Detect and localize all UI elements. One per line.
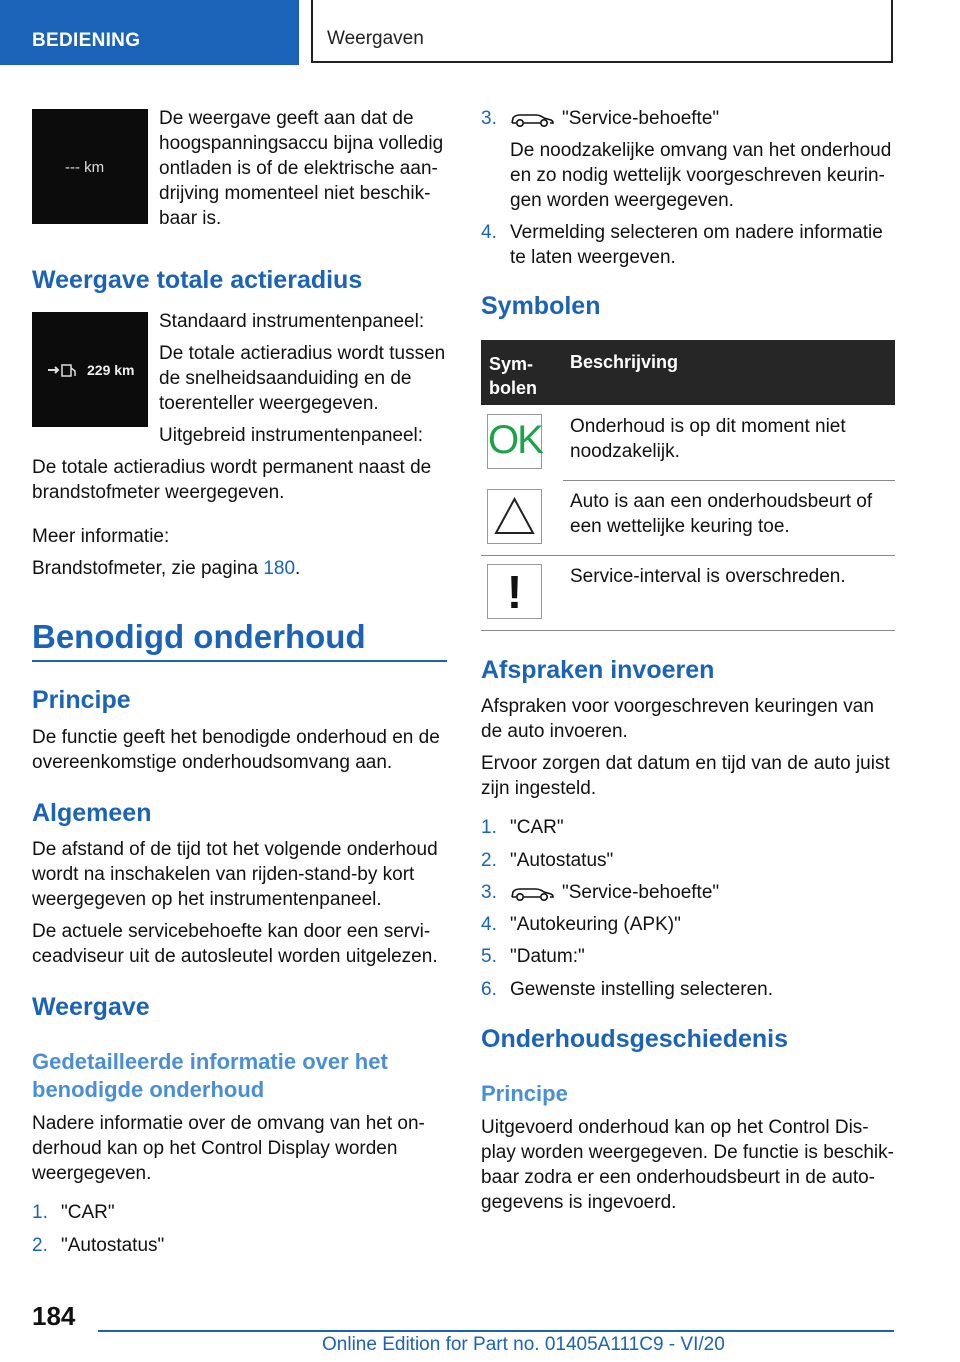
step-text: "Autokeuring (APK)"	[510, 914, 681, 935]
text-line: een wettelijke keuring toe.	[570, 516, 790, 537]
text-line: Auto is aan een onderhoudsbeurt of	[570, 491, 873, 512]
text-line: De noodzakelijke omvang van het onderhoud	[510, 140, 892, 161]
text-line: hoogspanningsaccu bijna volledig	[159, 133, 444, 154]
chapter-label: Weergaven	[327, 28, 424, 49]
section-label: BEDIENING	[32, 30, 141, 51]
step-text	[510, 880, 719, 905]
total-range-thumbnail	[32, 312, 148, 427]
text-line: derhoud kan op het Control Display worden	[32, 1138, 398, 1159]
step-text: "Autostatus"	[510, 850, 614, 871]
heading-principle-2: Principe	[481, 1081, 568, 1106]
ok-glyph: OK	[488, 418, 542, 462]
text-line: zijn ingesteld.	[481, 778, 597, 799]
text-line: gen worden weergegeven.	[510, 190, 734, 211]
table-divider	[481, 555, 895, 556]
text-more-info: Meer informatie:	[32, 526, 170, 547]
step-label: "Service-behoefte"	[562, 882, 720, 903]
text-line: baar zodra er een onderhoudsbeurt in de auto-	[481, 1167, 875, 1188]
heading-principle: Principe	[32, 686, 131, 714]
heading-display: Weergave	[32, 993, 150, 1021]
step-number: 4.	[481, 914, 497, 935]
text-line: Ervoor zorgen dat datum en tijd van de auto juist	[481, 753, 890, 774]
heading-maintenance-history: Onderhoudsgeschiedenis	[481, 1025, 789, 1053]
text-line: weergegeven.	[32, 1163, 152, 1184]
text-line: De totale actieradius wordt permanent naast de	[32, 457, 432, 478]
reference-text: Brandstofmeter, zie pagina	[32, 558, 264, 579]
heading-general: Algemeen	[32, 799, 152, 827]
text-line: De afstand of de tijd tot het volgende onderhoud	[32, 839, 438, 860]
edition-note: Online Edition for Part no. 01405A111C9 - VI/20	[322, 1334, 725, 1355]
text-line: de snelheidsaanduiding en de	[159, 368, 412, 389]
page-number: 184	[32, 1301, 76, 1331]
heading-total-range: Weergave totale actieradius	[32, 266, 363, 294]
step-number: 1.	[481, 817, 497, 838]
heading-detailed-info	[32, 1048, 388, 1104]
text-line: noodzakelijk.	[570, 441, 680, 462]
step-number: 2.	[32, 1235, 48, 1256]
text-line: weergegeven op het instrumentenpaneel.	[32, 889, 382, 910]
text-line: Onderhoud is op dit moment niet	[570, 416, 846, 437]
step-number: 4.	[481, 222, 497, 243]
header-line: bolen	[489, 378, 537, 398]
text-line: gegevens is ingevoerd.	[481, 1192, 677, 1213]
step-label: "Service-behoefte"	[562, 108, 720, 129]
fuel-gauge-reference	[32, 556, 300, 581]
text-line: de auto invoeren.	[481, 721, 628, 742]
text-line: toerenteller weergegeven.	[159, 393, 379, 414]
section-tab	[0, 0, 299, 65]
text-line: Service-interval is overschreden.	[570, 566, 846, 587]
step-text: "Autostatus"	[61, 1235, 165, 1256]
total-range-label: 229 km	[87, 362, 135, 378]
exclamation-icon	[487, 564, 542, 619]
text-line: overeenkomstige onderhoudsomvang aan.	[32, 752, 393, 773]
text-line: drijving momenteel niet beschik-	[159, 183, 431, 204]
text-line: te laten weergeven.	[510, 247, 676, 268]
heading-appointments: Afspraken invoeren	[481, 656, 715, 684]
text-line: De functie geeft het benodigde onderhoud en de	[32, 727, 440, 748]
ok-icon	[487, 414, 542, 469]
text-line: ontladen is of de elektrische aan-	[159, 158, 438, 179]
step-text: "CAR"	[61, 1202, 115, 1223]
table-divider	[563, 480, 895, 481]
text-line: De actuele servicebehoefte kan door een servi-	[32, 921, 431, 942]
step-number: 3.	[481, 882, 497, 903]
triangle-shape	[488, 490, 541, 543]
step-number: 1.	[32, 1202, 48, 1223]
warning-triangle-icon	[487, 489, 542, 544]
page-link-180[interactable]: 180	[263, 558, 296, 579]
text-line: De weergave geeft aan dat de	[159, 108, 414, 129]
range-display-thumbnail	[32, 109, 148, 224]
text-line: Uitgevoerd onderhoud kan op het Control Dis-	[481, 1117, 869, 1138]
text-extended-panel: Uitgebreid instrumentenpaneel:	[159, 425, 424, 446]
col-description: Beschrijving	[570, 352, 679, 372]
step-text: "Datum:"	[510, 946, 585, 967]
reference-end: .	[295, 558, 301, 579]
header-line: Sym-	[489, 354, 534, 374]
heading-symbols: Symbolen	[481, 292, 601, 320]
footer-rule	[98, 1330, 894, 1332]
heading-rule	[32, 660, 447, 662]
step-number: 2.	[481, 850, 497, 871]
text-standard-panel: Standaard instrumentenpaneel:	[159, 311, 425, 332]
col-symbols	[489, 352, 537, 400]
text-line: ceadviseur uit de autosleutel worden uitgelezen.	[32, 946, 438, 967]
step-number: 3.	[481, 108, 497, 129]
chapter-tab	[311, 0, 893, 63]
heading-line: benodigde onderhoud	[32, 1077, 265, 1102]
text-line: baar is.	[159, 208, 222, 229]
range-empty-label: --- km	[65, 159, 105, 176]
step-text: "CAR"	[510, 817, 564, 838]
text-line: wordt na inschakelen van rijden-stand-by kort	[32, 864, 415, 885]
text-line: play worden weergegeven. De functie is beschik-	[481, 1142, 894, 1163]
car-service-icon	[510, 110, 554, 128]
table-divider	[481, 630, 895, 631]
step-number: 5.	[481, 946, 497, 967]
fuel-electric-icon	[46, 362, 80, 378]
step-text	[510, 106, 719, 131]
text-line: Nadere informatie over de omvang van het on-	[32, 1113, 425, 1134]
step-text: Vermelding selecteren om nadere informatie	[510, 222, 883, 243]
step-text: Gewenste instelling selecteren.	[510, 979, 773, 1000]
text-line: brandstofmeter weergegeven.	[32, 482, 285, 503]
symbols-table-header	[481, 340, 895, 405]
heading-required-maintenance: Benodigd onderhoud	[32, 618, 366, 655]
text-line: Afspraken voor voorgeschreven keuringen van	[481, 696, 874, 717]
car-service-icon	[510, 884, 554, 902]
text-line: en zo nodig wettelijk voorgeschreven keurin-	[510, 165, 885, 186]
text-line: De totale actieradius wordt tussen	[159, 343, 446, 364]
step-number: 6.	[481, 979, 497, 1000]
heading-line: Gedetailleerde informatie over het	[32, 1049, 388, 1074]
exclamation-glyph: !	[506, 566, 523, 618]
